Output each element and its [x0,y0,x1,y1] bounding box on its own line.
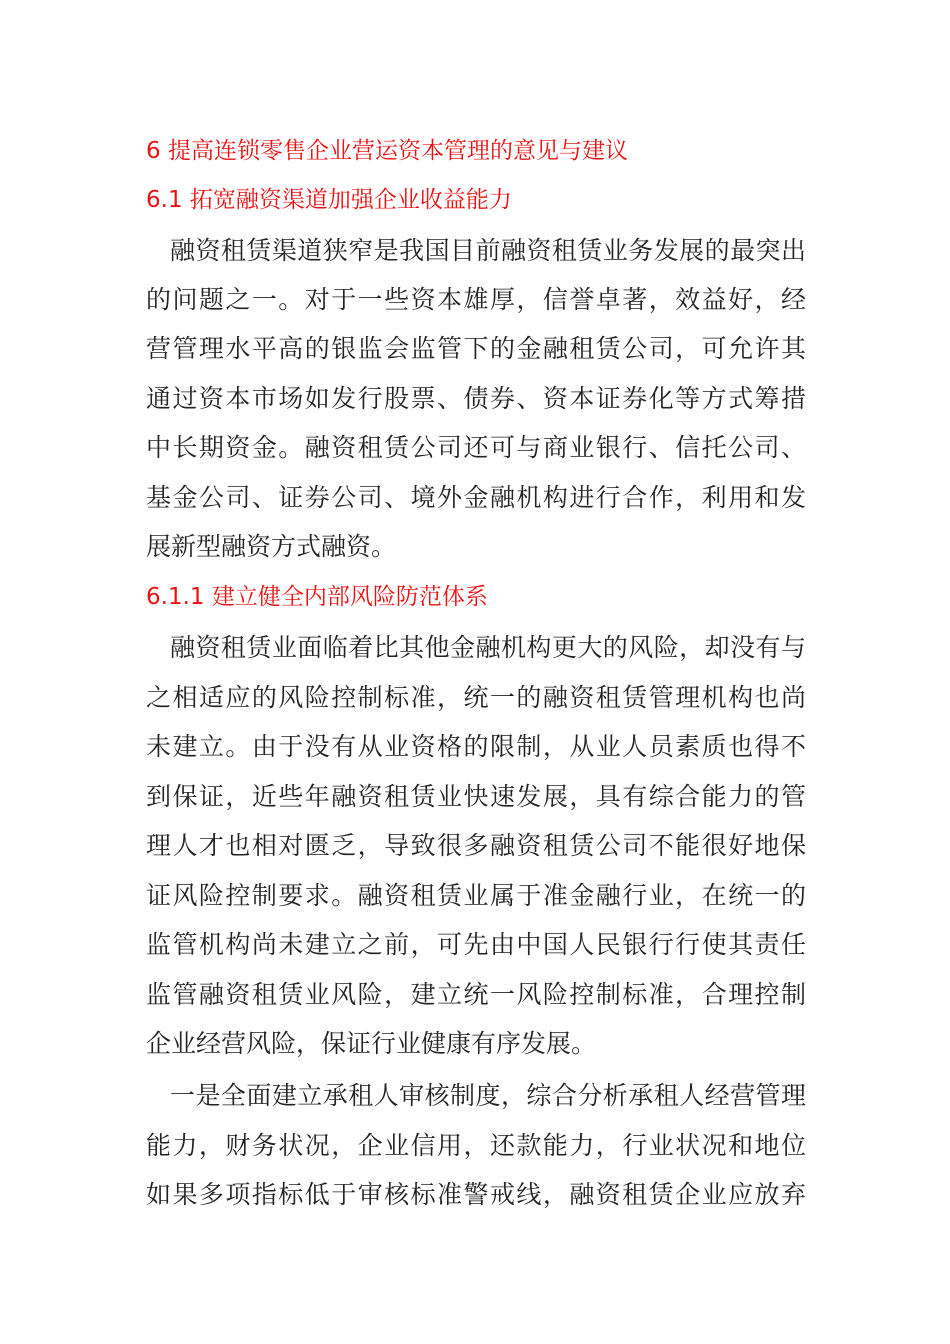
section-heading-6: 6 提高连锁零售企业营运资本管理的意见与建议 [146,138,628,164]
paragraph-line: 基金公司、证券公司、境外金融机构进行合作，利用和发 [146,483,806,512]
paragraph-line: 营管理水平高的银监会监管下的金融租赁公司，可允许其 [146,334,806,363]
paragraph-line: 理人才也相对匮乏，导致很多融资租赁公司不能很好地保 [146,831,806,860]
paragraph-line: 的问题之一。对于一些资本雄厚，信誉卓著，效益好，经 [146,285,806,314]
section-heading-6-1: 6.1 拓宽融资渠道加强企业收益能力 [146,187,512,213]
paragraph-line: 一是全面建立承租人审核制度，综合分析承租人经营管理 [170,1081,806,1110]
paragraph-line: 通过资本市场如发行股票、债券、资本证券化等方式筹措 [146,384,806,413]
paragraph-line: 展新型融资方式融资。 [146,532,397,561]
paragraph-line: 中长期资金。融资租赁公司还可与商业银行、信托公司、 [146,433,806,462]
paragraph-line: 如果多项指标低于审核标准警戒线，融资租赁企业应放弃 [146,1180,806,1209]
paragraph-line: 融资租赁渠道狭窄是我国目前融资租赁业务发展的最突出 [170,236,806,265]
paragraph-line: 之相适应的风险控制标准，统一的融资租赁管理机构也尚 [146,683,806,712]
section-heading-6-1-1: 6.1.1 建立健全内部风险防范体系 [146,584,488,610]
paragraph-line: 到保证，近些年融资租赁业快速发展，具有综合能力的管 [146,782,806,811]
paragraph-line: 监管融资租赁业风险，建立统一风险控制标准，合理控制 [146,980,806,1009]
paragraph-line: 未建立。由于没有从业资格的限制，从业人员素质也得不 [146,732,806,761]
paragraph-line: 监管机构尚未建立之前，可先由中国人民银行行使其责任 [146,930,806,959]
paragraph-line: 企业经营风险，保证行业健康有序发展。 [146,1029,597,1058]
paragraph-line: 证风险控制要求。融资租赁业属于准金融行业，在统一的 [146,881,806,910]
paragraph-line: 融资租赁业面临着比其他金融机构更大的风险，却没有与 [170,633,806,662]
paragraph-line: 能力，财务状况，企业信用，还款能力，行业状况和地位 [146,1131,806,1160]
